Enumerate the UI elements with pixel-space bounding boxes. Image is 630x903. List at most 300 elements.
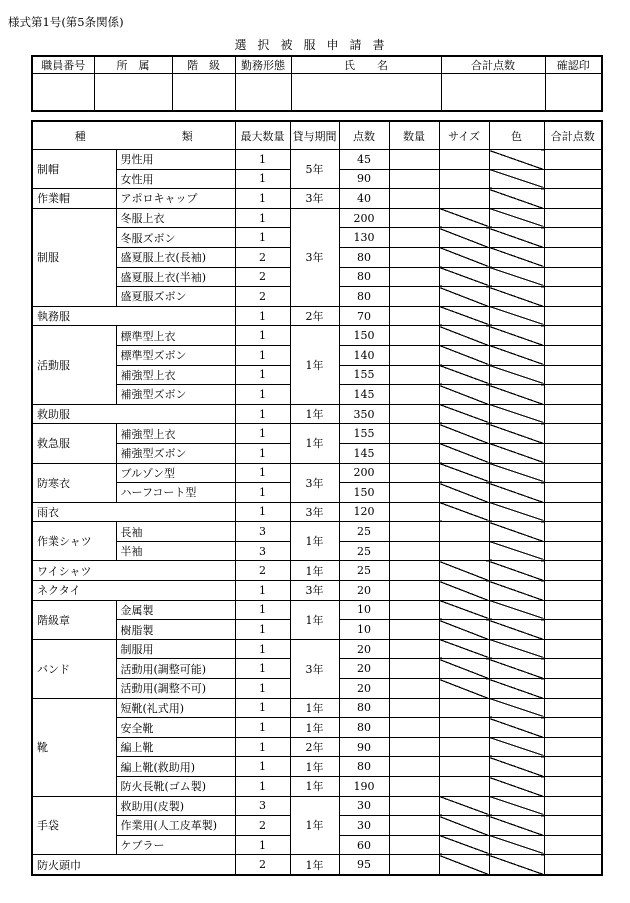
color-cell-not-applicable [489, 659, 544, 679]
color-cell-not-applicable [489, 718, 544, 738]
loan-period-cell: 3年 [290, 463, 339, 502]
color-cell-not-applicable [489, 443, 544, 463]
quantity-input-cell[interactable] [389, 208, 439, 228]
color-cell-not-applicable [489, 698, 544, 718]
item-type-cell: 編上靴(救助用) [116, 757, 235, 777]
item-type-cell: ブルゾン型 [116, 463, 235, 483]
quantity-input-cell[interactable] [389, 816, 439, 836]
rank-field[interactable] [172, 74, 235, 112]
loan-period-cell: 1年 [290, 796, 339, 855]
category-cell: 靴 [32, 698, 116, 796]
category-cell: 救急服 [32, 424, 116, 463]
quantity-input-cell[interactable] [389, 639, 439, 659]
size-input-cell[interactable] [439, 150, 489, 170]
max-quantity-cell: 1 [235, 463, 290, 483]
header-staff-number: 職員番号 [32, 56, 94, 74]
color-cell-not-applicable [489, 208, 544, 228]
item-type-cell: 作業用(人工皮革製) [116, 816, 235, 836]
item-type-cell: 半袖 [116, 541, 235, 561]
item-type-cell: 盛夏服上衣(長袖) [116, 247, 235, 267]
color-cell-not-applicable [489, 737, 544, 757]
points-cell: 80 [339, 267, 389, 287]
row-total-input-cell[interactable] [544, 247, 602, 267]
row-total-input-cell[interactable] [544, 679, 602, 699]
points-cell: 80 [339, 247, 389, 267]
color-cell-not-applicable [489, 345, 544, 365]
table-row [32, 796, 602, 816]
quantity-input-cell[interactable] [389, 365, 439, 385]
header-department: 所 属 [94, 56, 172, 74]
points-cell: 25 [339, 522, 389, 542]
color-cell-not-applicable [489, 287, 544, 307]
color-cell-not-applicable [489, 326, 544, 346]
max-quantity-cell: 2 [235, 855, 290, 875]
row-total-input-cell[interactable] [544, 816, 602, 836]
staff-number-field[interactable] [32, 74, 94, 112]
table-row [32, 737, 602, 757]
max-quantity-cell: 1 [235, 659, 290, 679]
row-total-input-cell[interactable] [544, 326, 602, 346]
header-row-total: 合計点数 [544, 121, 602, 150]
category-cell: 作業シャツ [32, 522, 116, 561]
quantity-input-cell[interactable] [389, 287, 439, 307]
form-number: 様式第1号(第5条関係) [8, 15, 124, 29]
max-quantity-cell: 2 [235, 816, 290, 836]
table-row [32, 424, 602, 444]
quantity-input-cell[interactable] [389, 463, 439, 483]
color-cell-not-applicable [489, 679, 544, 699]
points-cell: 350 [339, 404, 389, 424]
row-total-input-cell[interactable] [544, 777, 602, 797]
row-total-input-cell[interactable] [544, 796, 602, 816]
points-cell: 145 [339, 385, 389, 405]
loan-period-cell: 3年 [290, 581, 339, 601]
total-points-field[interactable] [441, 74, 545, 112]
max-quantity-cell: 2 [235, 267, 290, 287]
max-quantity-cell: 2 [235, 247, 290, 267]
color-cell-not-applicable [489, 581, 544, 601]
category-cell: 救助服 [32, 404, 235, 424]
quantity-input-cell[interactable] [389, 424, 439, 444]
header-color: 色 [489, 121, 544, 150]
quantity-input-cell[interactable] [389, 777, 439, 797]
applicant-info-table [31, 55, 603, 112]
points-cell: 45 [339, 150, 389, 170]
clothing-selection-table [31, 120, 603, 876]
table-row [32, 189, 602, 209]
header-category: 種 [74, 129, 86, 143]
quantity-input-cell[interactable] [389, 150, 439, 170]
points-cell: 80 [339, 757, 389, 777]
item-type-cell: 金属製 [116, 600, 235, 620]
row-total-input-cell[interactable] [544, 855, 602, 875]
item-type-cell: 短靴(礼式用) [116, 698, 235, 718]
color-cell-not-applicable [489, 561, 544, 581]
category-cell: 作業帽 [32, 189, 116, 209]
max-quantity-cell: 1 [235, 483, 290, 503]
table-row [32, 639, 602, 659]
item-type-cell: 女性用 [116, 169, 235, 189]
table-row [32, 306, 602, 326]
table-row [32, 777, 602, 797]
row-total-input-cell[interactable] [544, 483, 602, 503]
color-cell-not-applicable [489, 541, 544, 561]
category-cell: 手袋 [32, 796, 116, 855]
item-type-cell: 補強型ズボン [116, 385, 235, 405]
row-total-input-cell[interactable] [544, 365, 602, 385]
item-type-cell: アポロキャップ [116, 189, 235, 209]
color-cell-not-applicable [489, 777, 544, 797]
quantity-input-cell[interactable] [389, 522, 439, 542]
size-cell-not-applicable [439, 385, 489, 405]
quantity-input-cell[interactable] [389, 228, 439, 248]
max-quantity-cell: 3 [235, 522, 290, 542]
row-total-input-cell[interactable] [544, 502, 602, 522]
color-cell-not-applicable [489, 189, 544, 209]
loan-period-cell: 3年 [290, 208, 339, 306]
confirm-seal-field[interactable] [545, 74, 602, 112]
category-cell: 防寒衣 [32, 463, 116, 502]
points-cell: 20 [339, 581, 389, 601]
points-cell: 90 [339, 169, 389, 189]
color-cell-not-applicable [489, 463, 544, 483]
loan-period-cell: 3年 [290, 189, 339, 209]
quantity-input-cell[interactable] [389, 326, 439, 346]
loan-period-cell: 1年 [290, 561, 339, 581]
size-cell-not-applicable [439, 796, 489, 816]
points-cell: 95 [339, 855, 389, 875]
color-cell-not-applicable [489, 247, 544, 267]
loan-period-cell: 1年 [290, 404, 339, 424]
category-cell: 執務服 [32, 306, 235, 326]
size-input-cell[interactable] [439, 169, 489, 189]
item-type-cell: ケブラー [116, 835, 235, 855]
header-name: 氏 名 [291, 56, 441, 74]
max-quantity-cell: 1 [235, 306, 290, 326]
quantity-input-cell[interactable] [389, 541, 439, 561]
color-cell-not-applicable [489, 483, 544, 503]
table-row [32, 561, 602, 581]
color-cell-not-applicable [489, 169, 544, 189]
size-input-cell[interactable] [439, 541, 489, 561]
table-row [32, 150, 602, 170]
form-title: 選択被服申請書 [234, 38, 396, 52]
size-cell-not-applicable [439, 424, 489, 444]
size-cell-not-applicable [439, 208, 489, 228]
row-total-input-cell[interactable] [544, 639, 602, 659]
size-input-cell[interactable] [439, 189, 489, 209]
item-type-cell: 冬服上衣 [116, 208, 235, 228]
quantity-input-cell[interactable] [389, 620, 439, 640]
max-quantity-cell: 1 [235, 620, 290, 640]
size-input-cell[interactable] [439, 757, 489, 777]
row-total-input-cell[interactable] [544, 443, 602, 463]
quantity-input-cell[interactable] [389, 267, 439, 287]
max-quantity-cell: 1 [235, 737, 290, 757]
size-cell-not-applicable [439, 600, 489, 620]
points-cell: 200 [339, 208, 389, 228]
points-cell: 190 [339, 777, 389, 797]
quantity-input-cell[interactable] [389, 855, 439, 875]
quantity-input-cell[interactable] [389, 189, 439, 209]
header-size: サイズ [439, 121, 489, 150]
row-total-input-cell[interactable] [544, 424, 602, 444]
quantity-input-cell[interactable] [389, 835, 439, 855]
points-cell: 30 [339, 796, 389, 816]
max-quantity-cell: 1 [235, 208, 290, 228]
size-cell-not-applicable [439, 228, 489, 248]
row-total-input-cell[interactable] [544, 581, 602, 601]
max-quantity-cell: 3 [235, 541, 290, 561]
table-row [32, 757, 602, 777]
max-quantity-cell: 1 [235, 385, 290, 405]
size-cell-not-applicable [439, 620, 489, 640]
item-type-cell: 標準型ズボン [116, 345, 235, 365]
loan-period-cell: 1年 [290, 855, 339, 875]
color-cell-not-applicable [489, 522, 544, 542]
loan-period-cell: 1年 [290, 757, 339, 777]
max-quantity-cell: 1 [235, 600, 290, 620]
max-quantity-cell: 1 [235, 424, 290, 444]
quantity-input-cell[interactable] [389, 443, 439, 463]
row-total-input-cell[interactable] [544, 718, 602, 738]
size-cell-not-applicable [439, 502, 489, 522]
quantity-input-cell[interactable] [389, 502, 439, 522]
header-points: 点数 [339, 121, 389, 150]
table-row [32, 463, 602, 483]
quantity-input-cell[interactable] [389, 483, 439, 503]
category-cell: 防火頭巾 [32, 855, 235, 875]
size-cell-not-applicable [439, 835, 489, 855]
row-total-input-cell[interactable] [544, 306, 602, 326]
row-total-input-cell[interactable] [544, 169, 602, 189]
row-total-input-cell[interactable] [544, 522, 602, 542]
quantity-input-cell[interactable] [389, 698, 439, 718]
size-cell-not-applicable [439, 365, 489, 385]
max-quantity-cell: 1 [235, 679, 290, 699]
quantity-input-cell[interactable] [389, 561, 439, 581]
row-total-input-cell[interactable] [544, 150, 602, 170]
row-total-input-cell[interactable] [544, 345, 602, 365]
size-cell-not-applicable [439, 247, 489, 267]
category-cell: 制服 [32, 208, 116, 306]
quantity-input-cell[interactable] [389, 404, 439, 424]
max-quantity-cell: 1 [235, 228, 290, 248]
color-cell-not-applicable [489, 600, 544, 620]
row-total-input-cell[interactable] [544, 561, 602, 581]
quantity-input-cell[interactable] [389, 385, 439, 405]
row-total-input-cell[interactable] [544, 541, 602, 561]
row-total-input-cell[interactable] [544, 208, 602, 228]
max-quantity-cell: 1 [235, 502, 290, 522]
table-row [32, 855, 602, 875]
item-type-cell: 防火長靴(ゴム製) [116, 777, 235, 797]
quantity-input-cell[interactable] [389, 581, 439, 601]
points-cell: 130 [339, 228, 389, 248]
row-total-input-cell[interactable] [544, 189, 602, 209]
row-total-input-cell[interactable] [544, 287, 602, 307]
quantity-input-cell[interactable] [389, 737, 439, 757]
item-type-cell: 盛夏服上衣(半袖) [116, 267, 235, 287]
size-cell-not-applicable [439, 267, 489, 287]
points-cell: 80 [339, 698, 389, 718]
name-field[interactable] [291, 74, 441, 112]
row-total-input-cell[interactable] [544, 698, 602, 718]
loan-period-cell: 1年 [290, 522, 339, 561]
size-input-cell[interactable] [439, 777, 489, 797]
loan-period-cell: 1年 [290, 600, 339, 639]
item-type-cell: 補強型上衣 [116, 424, 235, 444]
points-cell: 80 [339, 718, 389, 738]
max-quantity-cell: 2 [235, 561, 290, 581]
max-quantity-cell: 1 [235, 581, 290, 601]
row-total-input-cell[interactable] [544, 620, 602, 640]
size-cell-not-applicable [439, 306, 489, 326]
points-cell: 10 [339, 620, 389, 640]
item-type-cell: 活動用(調整不可) [116, 679, 235, 699]
quantity-input-cell[interactable] [389, 306, 439, 326]
color-cell-not-applicable [489, 639, 544, 659]
header-confirm-seal: 確認印 [545, 56, 602, 74]
size-input-cell[interactable] [439, 522, 489, 542]
header-category-type [32, 121, 235, 150]
size-cell-not-applicable [439, 581, 489, 601]
quantity-input-cell[interactable] [389, 345, 439, 365]
max-quantity-cell: 1 [235, 150, 290, 170]
max-quantity-cell: 1 [235, 718, 290, 738]
department-field[interactable] [94, 74, 172, 112]
color-cell-not-applicable [489, 502, 544, 522]
loan-period-cell: 2年 [290, 737, 339, 757]
size-cell-not-applicable [439, 855, 489, 875]
max-quantity-cell: 1 [235, 835, 290, 855]
quantity-input-cell[interactable] [389, 679, 439, 699]
size-input-cell[interactable] [439, 737, 489, 757]
points-cell: 200 [339, 463, 389, 483]
size-cell-not-applicable [439, 483, 489, 503]
row-total-input-cell[interactable] [544, 737, 602, 757]
item-type-cell: 長袖 [116, 522, 235, 542]
max-quantity-cell: 1 [235, 777, 290, 797]
item-type-cell: 補強型上衣 [116, 365, 235, 385]
color-cell-not-applicable [489, 816, 544, 836]
points-cell: 20 [339, 659, 389, 679]
category-cell: ネクタイ [32, 581, 235, 601]
color-cell-not-applicable [489, 424, 544, 444]
row-total-input-cell[interactable] [544, 600, 602, 620]
row-total-input-cell[interactable] [544, 835, 602, 855]
item-type-cell: 男性用 [116, 150, 235, 170]
color-cell-not-applicable [489, 796, 544, 816]
quantity-input-cell[interactable] [389, 600, 439, 620]
item-type-cell: 安全靴 [116, 718, 235, 738]
item-type-cell: 盛夏服ズボン [116, 287, 235, 307]
size-cell-not-applicable [439, 287, 489, 307]
quantity-input-cell[interactable] [389, 757, 439, 777]
row-total-input-cell[interactable] [544, 404, 602, 424]
item-type-cell: 制服用 [116, 639, 235, 659]
points-cell: 90 [339, 737, 389, 757]
header-rank: 階 級 [172, 56, 235, 74]
table-row [32, 581, 602, 601]
size-cell-not-applicable [439, 404, 489, 424]
size-input-cell[interactable] [439, 718, 489, 738]
points-cell: 120 [339, 502, 389, 522]
points-cell: 70 [339, 306, 389, 326]
size-cell-not-applicable [439, 816, 489, 836]
row-total-input-cell[interactable] [544, 757, 602, 777]
max-quantity-cell: 1 [235, 169, 290, 189]
item-type-cell: 標準型上衣 [116, 326, 235, 346]
item-type-cell: ハーフコート型 [116, 483, 235, 503]
work-type-field[interactable] [235, 74, 291, 112]
table-row [32, 600, 602, 620]
item-type-cell: 編上靴 [116, 737, 235, 757]
size-cell-not-applicable [439, 639, 489, 659]
loan-period-cell: 1年 [290, 777, 339, 797]
size-input-cell[interactable] [439, 698, 489, 718]
table-row [32, 326, 602, 346]
table-row [32, 208, 602, 228]
quantity-input-cell[interactable] [389, 247, 439, 267]
row-total-input-cell[interactable] [544, 385, 602, 405]
row-total-input-cell[interactable] [544, 267, 602, 287]
points-cell: 25 [339, 541, 389, 561]
color-cell-not-applicable [489, 757, 544, 777]
row-total-input-cell[interactable] [544, 228, 602, 248]
points-cell: 20 [339, 639, 389, 659]
max-quantity-cell: 1 [235, 757, 290, 777]
size-cell-not-applicable [439, 443, 489, 463]
max-quantity-cell: 1 [235, 189, 290, 209]
loan-period-cell: 3年 [290, 639, 339, 698]
row-total-input-cell[interactable] [544, 659, 602, 679]
row-total-input-cell[interactable] [544, 463, 602, 483]
size-cell-not-applicable [439, 326, 489, 346]
points-cell: 60 [339, 835, 389, 855]
category-cell: 制帽 [32, 150, 116, 189]
table-row [32, 718, 602, 738]
points-cell: 155 [339, 365, 389, 385]
header-total-points: 合計点数 [441, 56, 545, 74]
header-loan-period: 貸与期間 [290, 121, 339, 150]
size-cell-not-applicable [439, 463, 489, 483]
quantity-input-cell[interactable] [389, 796, 439, 816]
quantity-input-cell[interactable] [389, 169, 439, 189]
color-cell-not-applicable [489, 855, 544, 875]
color-cell-not-applicable [489, 835, 544, 855]
color-cell-not-applicable [489, 267, 544, 287]
points-cell: 20 [339, 679, 389, 699]
points-cell: 30 [339, 816, 389, 836]
points-cell: 10 [339, 600, 389, 620]
category-cell: 階級章 [32, 600, 116, 639]
item-type-cell: 補強型ズボン [116, 443, 235, 463]
points-cell: 155 [339, 424, 389, 444]
item-type-cell: 活動用(調整可能) [116, 659, 235, 679]
points-cell: 25 [339, 561, 389, 581]
quantity-input-cell[interactable] [389, 659, 439, 679]
table-row [32, 522, 602, 542]
color-cell-not-applicable [489, 150, 544, 170]
size-cell-not-applicable [439, 659, 489, 679]
quantity-input-cell[interactable] [389, 718, 439, 738]
points-cell: 145 [339, 443, 389, 463]
category-cell: 活動服 [32, 326, 116, 404]
max-quantity-cell: 1 [235, 639, 290, 659]
points-cell: 40 [339, 189, 389, 209]
max-quantity-cell: 3 [235, 796, 290, 816]
